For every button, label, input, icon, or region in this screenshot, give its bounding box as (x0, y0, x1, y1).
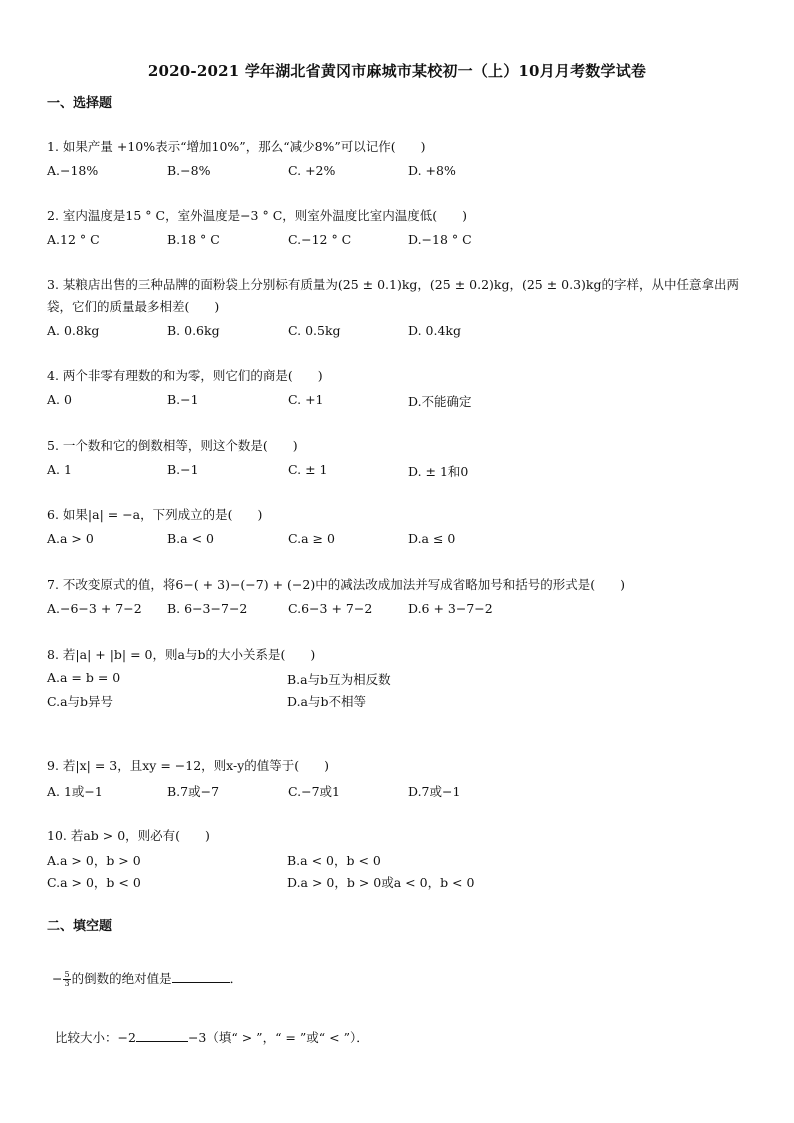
fraction-sign: − (52, 971, 63, 986)
question-2-stem: 2. 室内温度是15 ° C，室外温度是−3 ° C，则室外温度比室内温度低( ) (47, 208, 468, 223)
section-heading-fill: 二、填空题 (47, 919, 113, 934)
question-4-options (47, 392, 747, 412)
option-c: C. ± 1 (288, 462, 328, 477)
exam-title: 2020-2021 学年湖北省黄冈市麻城市某校初一（上）10月月考数学试卷 (147, 62, 647, 80)
option-c: C. +1 (288, 392, 324, 407)
option-c: C.a > 0，b < 0 (47, 875, 141, 890)
question-7-options (47, 601, 747, 621)
option-d: D.a与b不相等 (287, 694, 367, 709)
option-c: C. 0.5kg (288, 323, 341, 338)
question-6-options (47, 531, 747, 551)
option-c: C. +2% (288, 163, 336, 178)
option-a: A.−18% (47, 163, 99, 178)
option-d: D.a > 0，b > 0或a < 0，b < 0 (287, 875, 475, 890)
question-10-options-row2 (47, 873, 747, 893)
question-8-stem: 8. 若|a| + |b| = 0，则a与b的大小关系是( ) (47, 647, 316, 662)
question-5-options (47, 462, 747, 482)
answer-blank[interactable] (136, 1028, 188, 1042)
question-10-options-row1 (47, 851, 747, 871)
fill-question-1 (52, 968, 242, 990)
option-c: C.a ≥ 0 (288, 531, 335, 546)
option-b: B.−1 (167, 392, 199, 407)
option-d: D. +8% (408, 163, 456, 178)
option-d: D.a ≤ 0 (408, 531, 456, 546)
question-9-stem: 9. 若|x| = 3，且xy = −12，则x-y的值等于( ) (47, 758, 330, 773)
option-b: B.a < 0 (167, 531, 214, 546)
option-c: C.6−3 + 7−2 (288, 601, 373, 616)
option-a: A.12 ° C (47, 232, 100, 247)
question-8-options-row1 (47, 670, 747, 690)
section-heading-choice: 一、选择题 (47, 96, 113, 111)
answer-blank[interactable] (172, 969, 230, 983)
question-7-stem: 7. 不改变原式的值，将6−( + 3)−(−7) + (−2)中的减法改成加法并写成省略加号和括号的形式是( ) (47, 577, 625, 592)
option-d: D.−18 ° C (408, 232, 472, 247)
option-a: A.a = b = 0 (47, 670, 121, 685)
option-a: A.a > 0，b > 0 (47, 853, 141, 868)
question-5-stem: 5. 一个数和它的倒数相等，则这个数是( ) (47, 438, 298, 453)
fraction-denominator: 3 (64, 979, 70, 988)
question-9-options (47, 782, 747, 802)
option-a: A. 1或−1 (47, 784, 103, 799)
question-6-stem: 6. 如果|a| = −a，下列成立的是( ) (47, 507, 263, 522)
option-b: B. 0.6kg (167, 323, 220, 338)
question-2-options (47, 232, 747, 252)
option-b: B.18 ° C (167, 232, 220, 247)
fraction (63, 971, 70, 988)
option-d: D.7或−1 (408, 784, 461, 799)
option-a: A.a > 0 (47, 531, 94, 546)
option-a: A.−6−3 + 7−2 (47, 601, 142, 616)
fill-2-prefix: 比较大小：−2 (55, 1030, 136, 1045)
option-b: B.−8% (167, 163, 211, 178)
question-3-stem: 3. 某粮店出售的三种品牌的面粉袋上分别标有质量为(25 ± 0.1)kg，(25 ± 0.2)kg，(25 ± 0.3)kg的字样，从中任意拿出两袋，它们的质量最多相差( ) (47, 277, 740, 314)
option-b: B.a与b互为相反数 (287, 672, 391, 687)
option-b: B.7或−7 (167, 784, 220, 799)
option-d: D. ± 1和0 (408, 464, 469, 479)
option-b: B.−1 (167, 462, 199, 477)
fraction-numerator: 5 (64, 970, 70, 979)
option-d: D. 0.4kg (408, 323, 461, 338)
question-1-options (47, 163, 747, 183)
fill-2-suffix: −3（填“ > ”，“ = ”或“ < ”）． (187, 1030, 369, 1045)
option-a: A. 0 (47, 392, 72, 407)
fill-question-2 (55, 1027, 369, 1049)
question-10-stem: 10. 若ab > 0，则必有( ) (47, 828, 210, 843)
fill-1-end: ． (229, 971, 243, 986)
option-d: D.不能确定 (408, 394, 472, 409)
option-d: D.6 + 3−7−2 (408, 601, 493, 616)
option-a: A. 1 (47, 462, 72, 477)
question-8-options-row2 (47, 692, 747, 712)
fill-1-text: 的倒数的绝对值是 (71, 971, 172, 986)
option-c: C.a与b异号 (47, 694, 114, 709)
question-1-stem: 1. 如果产量 +10%表示“增加10%”，那么“减少8%”可以记作( ) (47, 139, 426, 154)
question-4-stem: 4. 两个非零有理数的和为零，则它们的商是( ) (47, 368, 323, 383)
option-c: C.−7或1 (288, 784, 340, 799)
option-b: B. 6−3−7−2 (167, 601, 248, 616)
option-b: B.a < 0，b < 0 (287, 853, 381, 868)
option-a: A. 0.8kg (47, 323, 100, 338)
option-c: C.−12 ° C (288, 232, 352, 247)
question-3-options (47, 323, 747, 343)
